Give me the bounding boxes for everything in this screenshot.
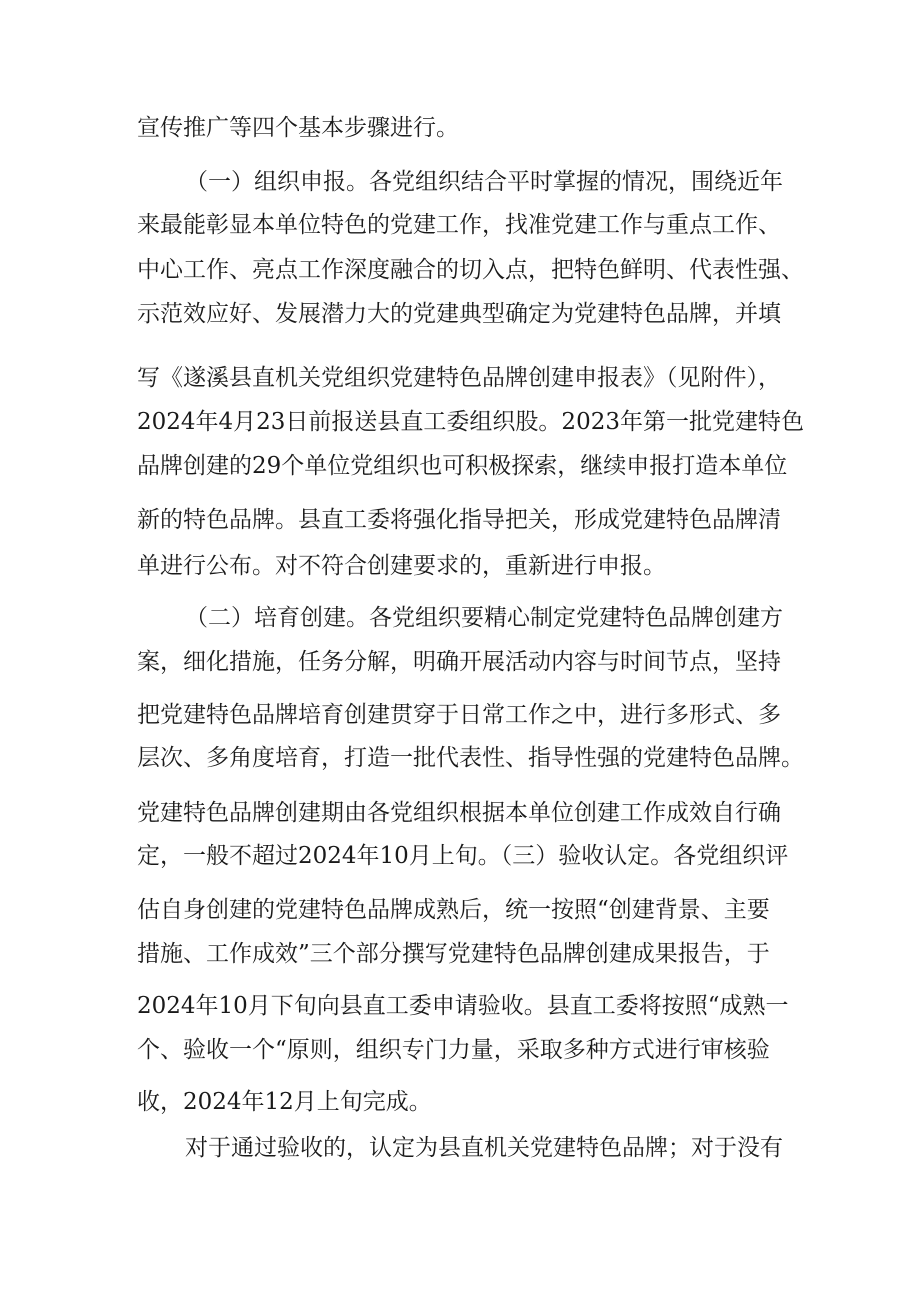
text-line-content: 个、验收一个“原则，组织专门力量，采取多种方式进行审核验 [137, 1037, 770, 1063]
text-line [0, 1128, 920, 1168]
text-line-content: 单进行公布。对不符合创建要求的，重新进行申报。 [137, 553, 666, 579]
text-line [0, 695, 920, 735]
text-line [0, 205, 920, 245]
text-line [0, 934, 920, 974]
text-line-content: 定，一般不超过2024年10月上旬。（三）验收认定。各党组织评 [137, 843, 789, 869]
text-line [0, 598, 920, 638]
text-line [0, 642, 920, 682]
text-line [0, 250, 920, 290]
text-line [0, 1030, 920, 1070]
text-line [0, 986, 920, 1026]
text-line-content: 写《遂溪县直机关党组织党建特色品牌创建申报表》（见附件）， [137, 365, 781, 391]
text-line [0, 446, 920, 486]
text-line [0, 500, 920, 540]
text-line-content: 新的特色品牌。县直工委将强化指导把关，形成党建特色品牌清 [137, 507, 781, 533]
text-line [0, 836, 920, 876]
text-line [0, 1082, 920, 1122]
text-line-content: 品牌创建的29个单位党组织也可积极探索，继续申报打造本单位 [137, 453, 788, 479]
text-line [0, 162, 920, 202]
text-line-content: 党建特色品牌创建期由各党组织根据本单位创建工作成效自行确 [137, 800, 781, 826]
text-line-content: 2024年10月下旬向县直工委申请验收。县直工委将按照“成熟一 [137, 993, 789, 1019]
text-line-content: 把党建特色品牌培育创建贯穿于日常工作之中，进行多形式、多 [137, 702, 781, 728]
text-line-content: 来最能彰显本单位特色的党建工作，找准党建工作与重点工作、 [137, 212, 781, 238]
text-line-content: 估自身创建的党建特色品牌成熟后，统一按照“创建背景、主要 [137, 897, 770, 923]
text-line [0, 294, 920, 334]
text-line [0, 358, 920, 398]
text-line [0, 793, 920, 833]
text-line-content: 中心工作、亮点工作深度融合的切入点，把特色鲜明、代表性强、 [137, 257, 804, 283]
text-line [0, 402, 920, 442]
text-line-content: 示范效应好、发展潜力大的党建典型确定为党建特色品牌，并填 [137, 301, 781, 327]
text-line-content: 2024年4月23日前报送县直工委组织股。2023年第一批党建特色 [137, 409, 804, 435]
text-line-content: （二）培育创建。各党组织要精心制定党建特色品牌创建方 [185, 605, 783, 631]
text-line [0, 890, 920, 930]
text-line [0, 108, 920, 148]
text-line [0, 546, 920, 586]
text-line [0, 738, 920, 778]
text-line-content: 案，细化措施，任务分解，明确开展活动内容与时间节点，坚持 [137, 649, 781, 675]
text-line-content: 宣传推广等四个基本步骤进行。 [137, 115, 459, 141]
text-line-content: 对于通过验收的，认定为县直机关党建特色品牌；对于没有 [185, 1135, 783, 1161]
text-line-content: （一）组织申报。各党组织结合平时掌握的情况，围绕近年 [185, 169, 783, 195]
text-line-content: 收，2024年12月上旬完成。 [137, 1089, 432, 1115]
text-line-content: 措施、工作成效”三个部分撰写党建特色品牌创建成果报告，于 [137, 941, 770, 967]
text-line-content: 层次、多角度培育，打造一批代表性、指导性强的党建特色品牌。 [137, 745, 804, 771]
